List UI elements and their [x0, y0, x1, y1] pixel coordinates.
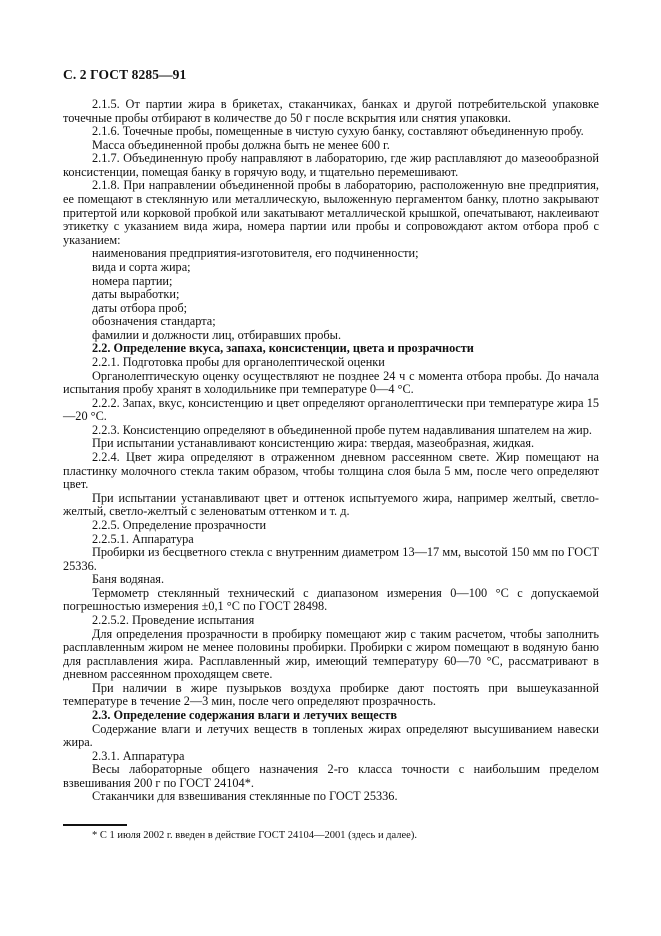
section-heading-2-3: 2.3. Определение содержания влаги и летучих веществ	[92, 708, 398, 723]
paragraph-2-2-4: 2.2.4. Цвет жира определяют в отраженном дневном рассеянном свете. Жир помещают на пластинку молочного стекла таким образом, чтобы толщина слоя была 5 мм, после чего определяют цвет.	[63, 450, 599, 492]
paragraph-2-1-5: 2.1.5. От партии жира в брикетах, стаканчиках, банках и другой потребительской упаковке точечные пробы отбирают в количестве до 50 г после вскрытия или снятия упаковки.	[63, 97, 599, 125]
paragraph-water-bath: Баня водяная.	[92, 572, 165, 587]
paragraph-2-1-6: 2.1.6. Точечные пробы, помещенные в чистую сухую банку, составляют объединенную пробу.	[92, 124, 584, 139]
paragraph-transparency-procedure: Для определения прозрачности в пробирку помещают жир с таким расчетом, чтобы заполнить расплавленным жиром не менее половины пробирки. Пробирки с жиром помещают в водяную баню для расплавления жира. Расплавленный жир, имеющий температуру 60—70 °С, рассматривают в дневном рассеянном проходящем свете.	[63, 626, 599, 682]
paragraph-sample-mass: Масса объединенной пробы должна быть не менее 600 г.	[92, 137, 390, 152]
paragraph-2-2-5-1: 2.2.5.1. Аппаратура	[92, 531, 194, 546]
paragraph-2-2-3: 2.2.3. Консистенцию определяют в объединенной пробе путем надавливания шпателем на жир.	[92, 422, 592, 437]
list-item: номера партии;	[92, 273, 173, 288]
paragraph-2-2-5-2: 2.2.5.2. Проведение испытания	[92, 612, 255, 627]
paragraph-color: При испытании устанавливают цвет и оттенок испытуемого жира, например желтый, светло-желтый, светло-желтый с зеленоватым оттенком и т. д.	[63, 490, 599, 519]
paragraph-consistency: При испытании устанавливают консистенцию жира: твердая, мазеобразная, жидкая.	[92, 436, 535, 451]
document-body	[63, 98, 599, 804]
paragraph-air-bubbles: При наличии в жире пузырьков воздуха пробирке дают постоять при вышеуказанной температуре в течение 2—3 мин, после чего определяют прозрачность.	[63, 680, 599, 709]
list-item: даты выработки;	[92, 287, 180, 302]
list-item: вида и сорта жира;	[92, 259, 191, 274]
label-list	[63, 247, 599, 342]
paragraph-2-2-2: 2.2.2. Запах, вкус, консистенцию и цвет определяют органолептически при температуре жира 15—20 °С.	[63, 395, 599, 424]
page-header: С. 2 ГОСТ 8285—91	[63, 67, 187, 82]
list-item: фамилии и должности лиц, отбиравших пробы.	[92, 327, 342, 342]
paragraph-weighing-cups: Стаканчики для взвешивания стеклянные по ГОСТ 25336.	[92, 789, 398, 804]
list-item: даты отбора проб;	[92, 300, 188, 315]
section-heading-2-2: 2.2. Определение вкуса, запаха, консистенции, цвета и прозрачности	[92, 341, 474, 356]
paragraph-organoleptic: Органолептическую оценку осуществляют не позднее 24 ч с момента отбора пробы. До начала испытания пробу хранят в холодильнике при температуре 0—4 °С.	[63, 368, 599, 397]
list-item: наименования предприятия-изготовителя, его подчиненности;	[92, 246, 419, 261]
paragraph-2-1-8: 2.1.8. При направлении объединенной пробы в лабораторию, расположенную вне предприятия, ее помещают в стеклянную или металлическую, выложенную пергаментом банку, плотно закрывают притертой или корковой пробкой или закатывают металлической крышкой, опечатывают, наклеивают этикетку с указанием вида жира, номера партии или пробы и сопровождают актом отбора проб с указанием:	[63, 178, 599, 247]
paragraph-scales: Весы лабораторные общего назначения 2-го класса точности с наибольшим пределом взвешивания 200 г по ГОСТ 24104*.	[63, 762, 599, 790]
paragraph-test-tubes: Пробирки из бесцветного стекла с внутренним диаметром 13—17 мм, высотой 150 мм по ГОСТ 25336.	[63, 545, 599, 573]
paragraph-moisture: Содержание влаги и летучих веществ в топленых жирах определяют высушиванием навески жира.	[63, 721, 599, 750]
paragraph-2-2-1: 2.2.1. Подготовка пробы для органолептической оценки	[92, 354, 385, 369]
paragraph-2-1-7: 2.1.7. Объединенную пробу направляют в лабораторию, где жир расплавляют до мазеообразной консистенции, помещая банку в горячую воду, и тщательно перемешивают.	[63, 151, 599, 179]
footnote: * С 1 июля 2002 г. введен в действие ГОСТ 24104—2001 (здесь и далее).	[92, 830, 417, 841]
paragraph-thermometer: Термометр стеклянный технический с диапазоном измерения 0—100 °С с допускаемой погрешностью измерения ±0,1 °С по ГОСТ 28498.	[63, 585, 599, 614]
paragraph-2-3-1: 2.3.1. Аппаратура	[92, 748, 185, 763]
list-item: обозначения стандарта;	[92, 314, 216, 329]
paragraph-2-2-5: 2.2.5. Определение прозрачности	[92, 517, 267, 532]
footnote-divider	[63, 824, 127, 826]
